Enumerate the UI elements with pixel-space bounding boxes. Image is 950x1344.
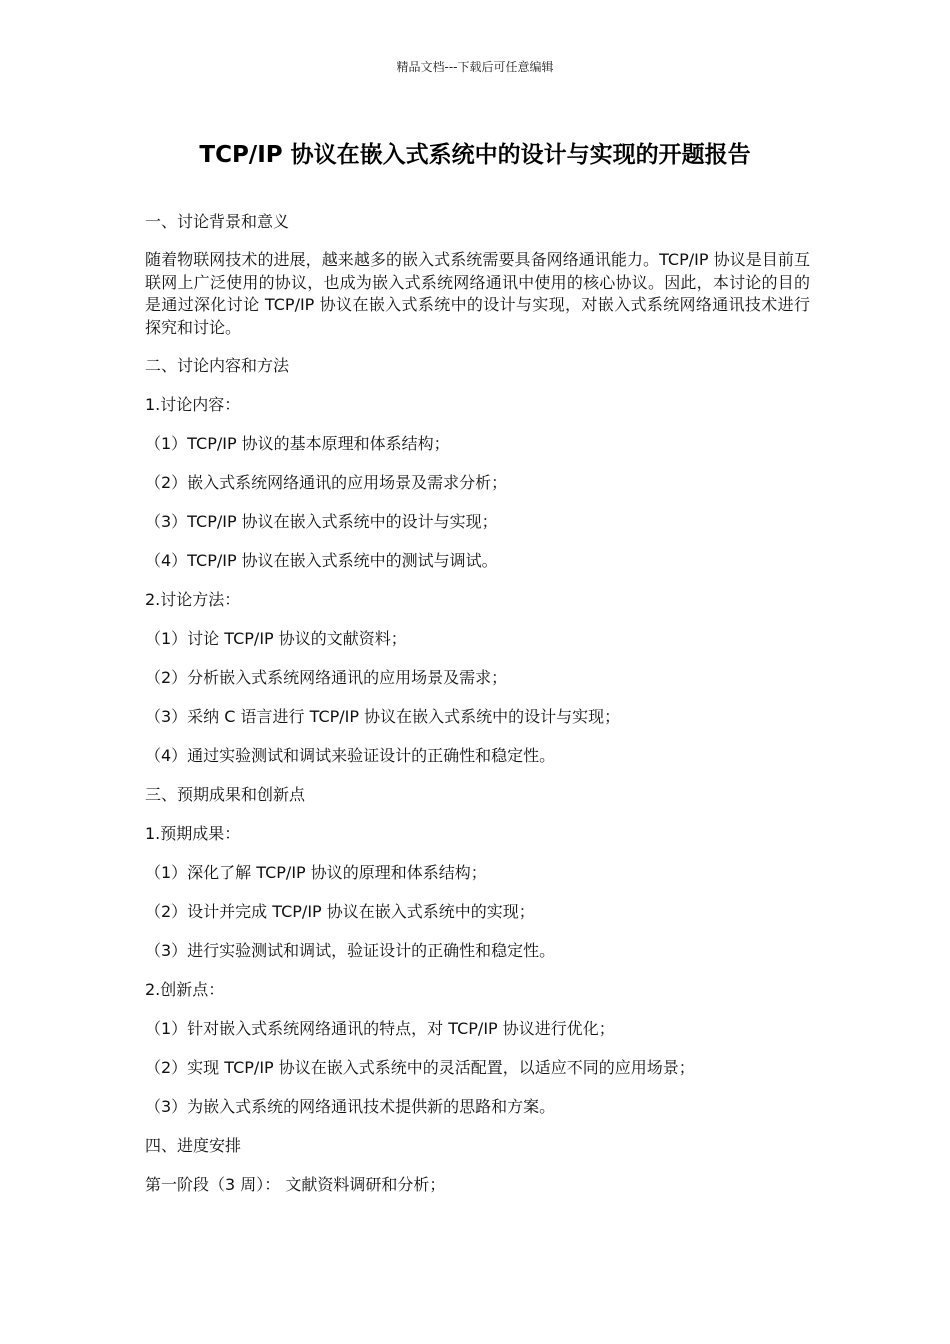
list-item: （3）采纳 C 语言进行 TCP/IP 协议在嵌入式系统中的设计与实现； [145,707,621,726]
document-body [145,210,810,1212]
section-heading-outcomes: 三、预期成果和创新点 [145,785,306,804]
document-title: TCP/IP 协议在嵌入式系统中的设计与实现的开题报告 [199,142,751,168]
list-item: （3）TCP/IP 协议在嵌入式系统中的设计与实现； [145,512,498,531]
schedule-item: 第一阶段（3 周）： 文献资料调研和分析； [145,1175,446,1194]
list-item: （1）讨论 TCP/IP 协议的文献资料； [145,629,407,648]
list-item: （3）进行实验测试和调试，验证设计的正确性和稳定性。 [145,941,556,960]
list-item: （4）TCP/IP 协议在嵌入式系统中的测试与调试。 [145,551,498,570]
list-item: （1）深化了解 TCP/IP 协议的原理和体系结构； [145,863,487,882]
subheading-research-methods: 2.讨论方法： [145,590,241,609]
list-item: （3）为嵌入式系统的网络通讯技术提供新的思路和方案。 [145,1097,556,1116]
list-item: （1）TCP/IP 协议的基本原理和体系结构； [145,434,450,453]
list-item: （4）通过实验测试和调试来验证设计的正确性和稳定性。 [145,746,556,765]
list-item: （1）针对嵌入式系统网络通讯的特点，对 TCP/IP 协议进行优化； [145,1019,615,1038]
list-item: （2）分析嵌入式系统网络通讯的应用场景及需求； [145,668,508,687]
header-note: 精品文档---下载后可任意编辑 [396,60,554,74]
subheading-expected-outcomes: 1.预期成果： [145,824,241,843]
section-heading-schedule: 四、进度安排 [145,1136,242,1155]
list-item: （2）实现 TCP/IP 协议在嵌入式系统中的灵活配置，以适应不同的应用场景； [145,1058,695,1077]
subheading-research-content: 1.讨论内容： [145,395,241,414]
list-item: （2）嵌入式系统网络通讯的应用场景及需求分析； [145,473,508,492]
list-item: （2）设计并完成 TCP/IP 协议在嵌入式系统中的实现； [145,902,535,921]
section-heading-content-methods: 二、讨论内容和方法 [145,356,290,375]
subheading-innovations: 2.创新点： [145,980,225,999]
section-heading-background: 一、讨论背景和意义 [145,212,290,231]
background-paragraph: 随着物联网技术的进展，越来越多的嵌入式系统需要具备网络通讯能力。TCP/IP 协议是目前互联网上广泛使用的协议，也成为嵌入式系统网络通讯中使用的核心协议。因此，本讨论的目的是通过深化讨论 TCP/IP 协议在嵌入式系统中的设计与实现，对嵌入式系统网络通讯技术进行探究和讨论。 [145,250,810,337]
